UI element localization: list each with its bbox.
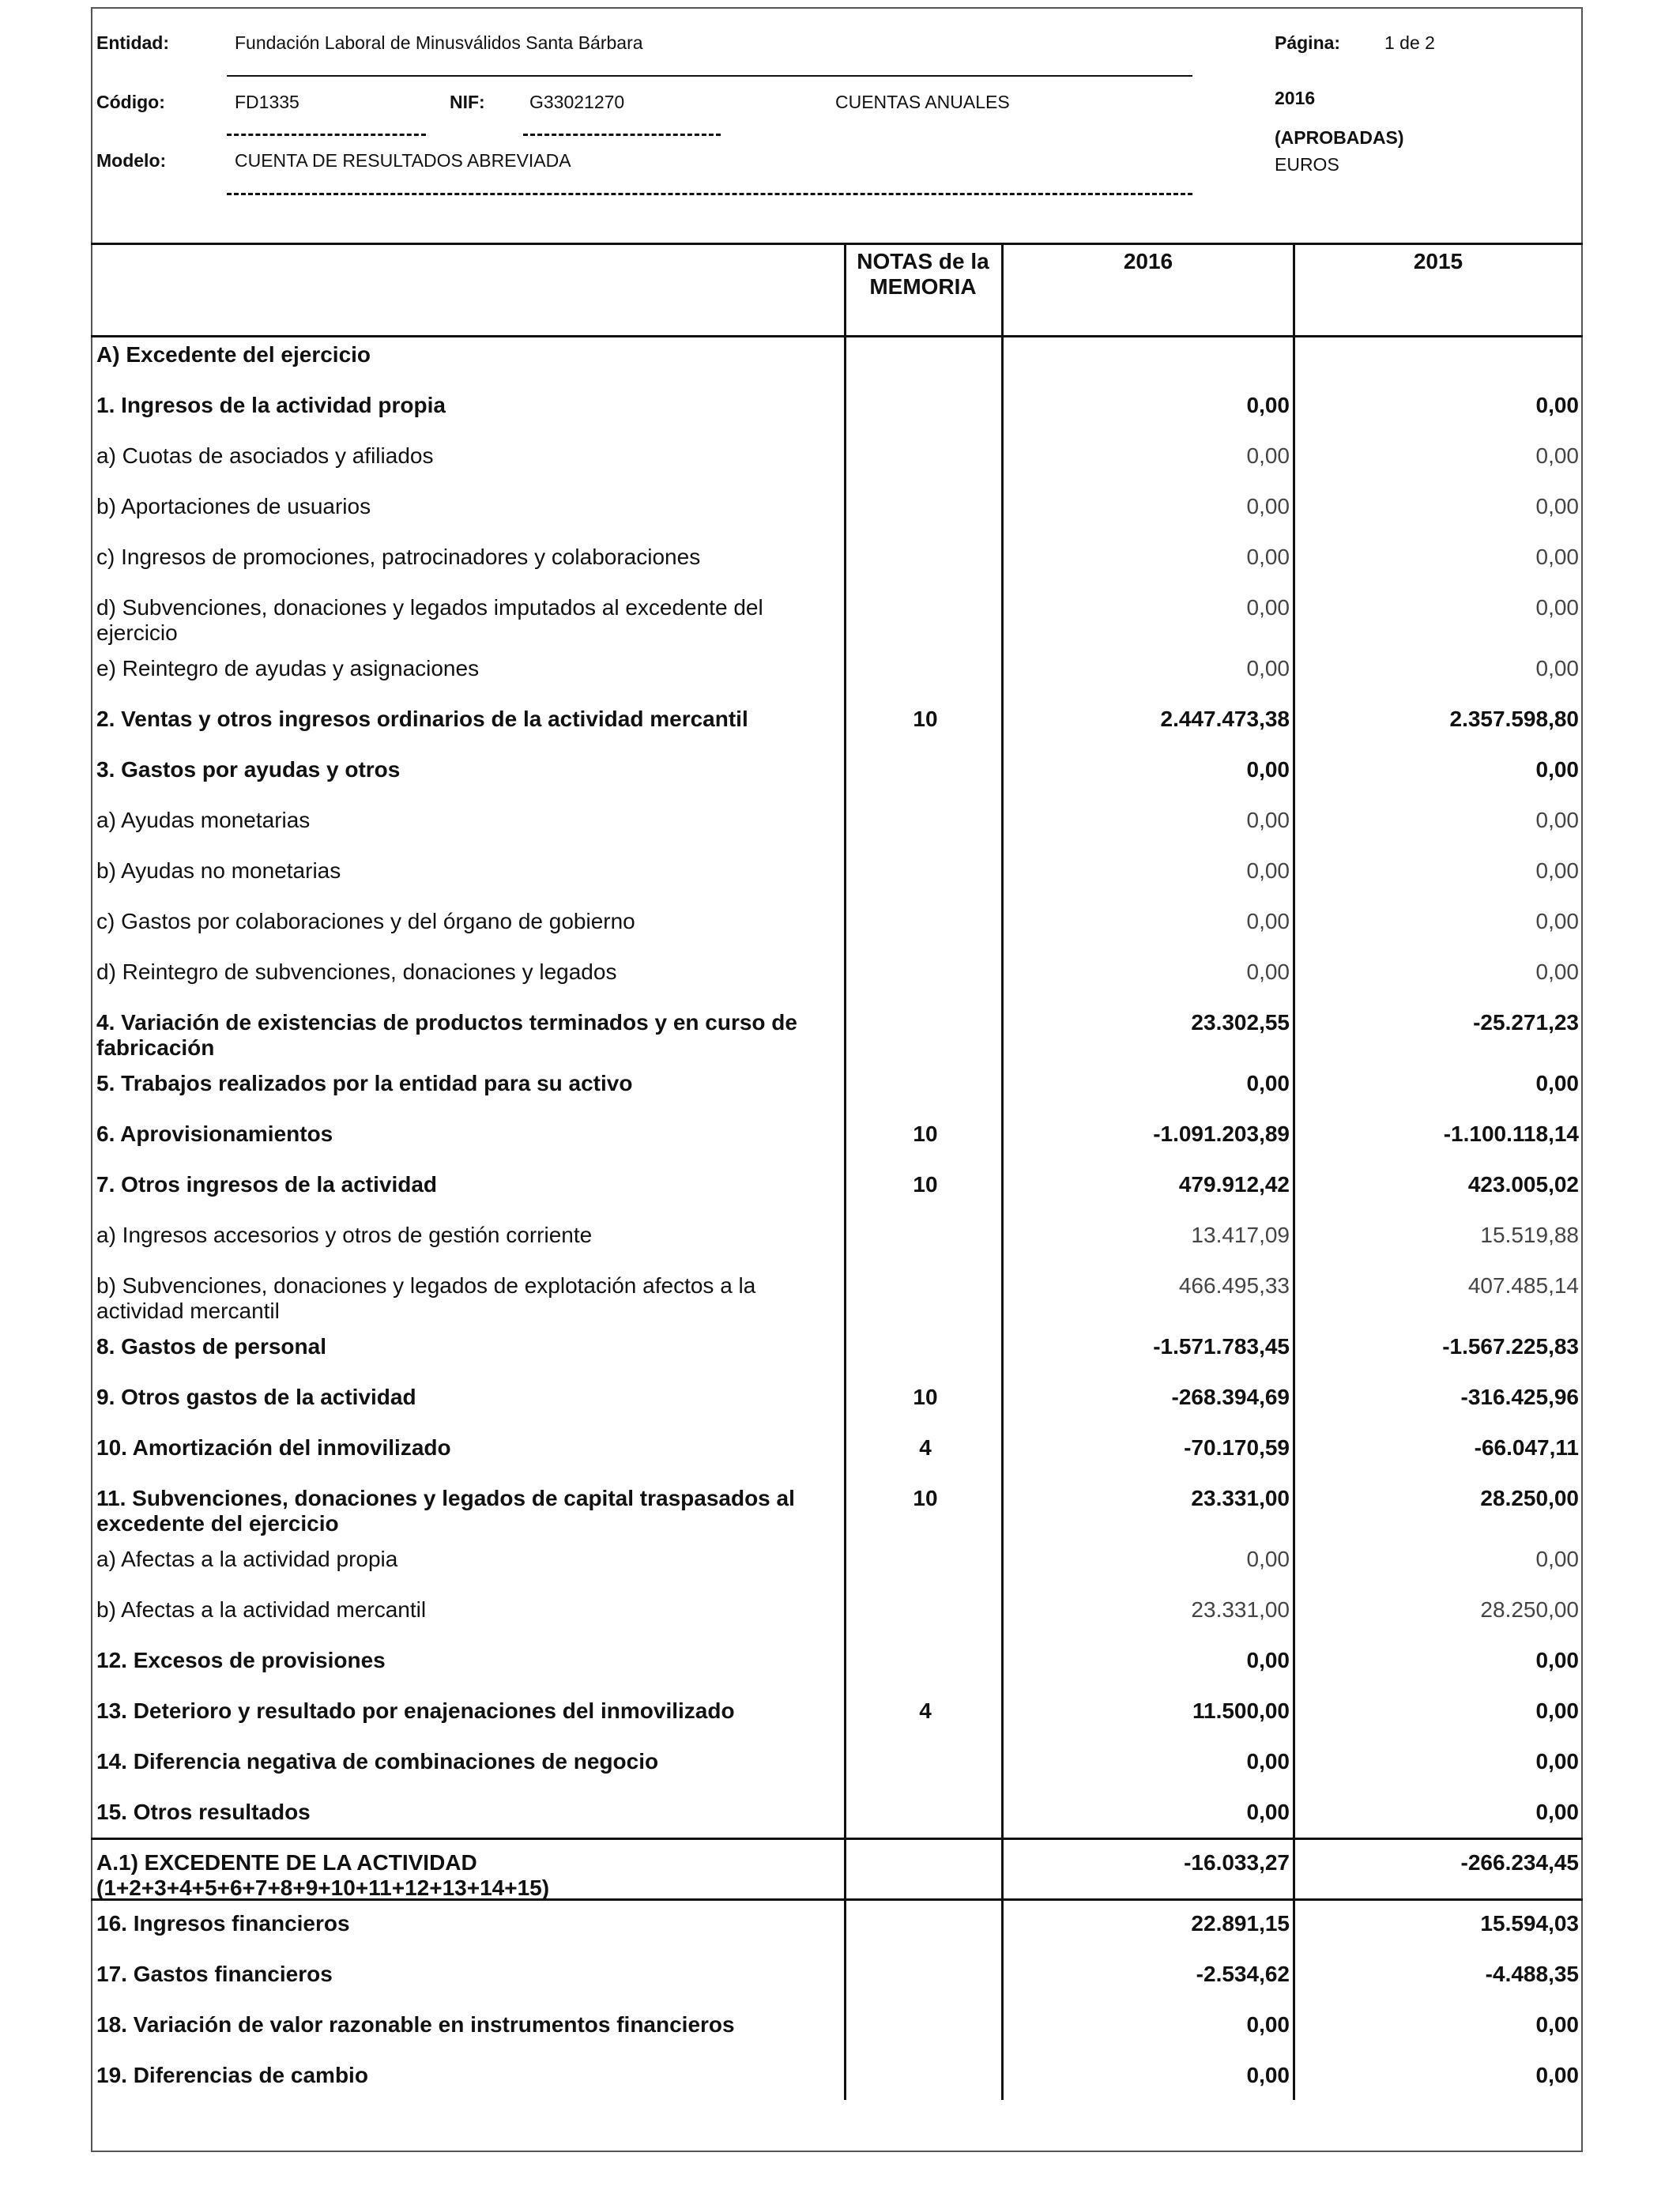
nif-label: NIF: (450, 92, 485, 112)
row-value-2015: 0,00 (1535, 1547, 1579, 1571)
row-value-2015: -1.100.118,14 (1443, 1122, 1579, 1146)
row-value-2015: 0,00 (1535, 494, 1579, 518)
row-value-2016: -16.033,27 (1184, 1850, 1290, 1875)
row-label: b) Ayudas no monetarias (96, 858, 341, 883)
row-value-2015: 0,00 (1535, 1800, 1579, 1824)
row-value-2015: 0,00 (1535, 2012, 1579, 2037)
row-value-2015: 0,00 (1535, 959, 1579, 984)
row-nota: 4 (919, 1698, 932, 1723)
pagina-value: 1 de 2 (1384, 32, 1435, 53)
row-value-2015: 0,00 (1535, 808, 1579, 832)
row-value-2016: -2.534,62 (1196, 1962, 1290, 1986)
row-value-2015: 0,00 (1535, 1648, 1579, 1672)
row-value-2015: -66.047,11 (1474, 1435, 1579, 1460)
row-nota: 10 (913, 1122, 938, 1146)
row-label: a) Ingresos accesorios y otros de gestión corriente (96, 1223, 593, 1247)
row-label: 13. Deterioro y resultado por enajenaciones del inmovilizado (96, 1698, 735, 1723)
row-value-2015: -4.488,35 (1485, 1962, 1579, 1986)
row-label: 17. Gastos financieros (96, 1962, 333, 1986)
row-label: A) Excedente del ejercicio (96, 342, 371, 367)
row-value-2016: 479.912,42 (1178, 1172, 1290, 1197)
row-label: 3. Gastos por ayudas y otros (96, 757, 401, 782)
row-label: 5. Trabajos realizados por la entidad para su activo (96, 1071, 633, 1095)
year: 2016 (1275, 88, 1316, 108)
col-header-2016: 2016 (1123, 249, 1173, 273)
row-value-2015: 0,00 (1535, 858, 1579, 883)
modelo-dashes (227, 193, 1192, 195)
row-label: c) Ingresos de promociones, patrocinadores y colaboraciones (96, 545, 701, 569)
row-value-2015: 0,00 (1535, 393, 1579, 417)
subtotal-top-line (91, 1838, 1583, 1840)
col-divider-2016 (1001, 243, 1004, 2100)
col-divider-notas (844, 243, 846, 2100)
row-value-2015: 15.594,03 (1480, 1911, 1579, 1936)
codigo-dashes (227, 134, 426, 136)
row-value-2015: -316.425,96 (1460, 1385, 1579, 1409)
row-label: 8. Gastos de personal (96, 1334, 326, 1359)
row-value-2016: 0,00 (1246, 1749, 1290, 1774)
row-value-2016: 0,00 (1246, 656, 1290, 680)
entidad-label: Entidad: (96, 32, 169, 53)
row-nota: 10 (913, 707, 938, 731)
row-label: 11. Subvenciones, donaciones y legados de capital traspasados al excedente del ejercicio (96, 1486, 795, 1536)
row-value-2016: 0,00 (1246, 393, 1290, 417)
row-value-2016: -1.091.203,89 (1153, 1122, 1290, 1146)
row-value-2016: 0,00 (1246, 2012, 1290, 2037)
row-nota: 10 (913, 1486, 938, 1510)
row-label: 18. Variación de valor razonable en instrumentos financieros (96, 2012, 735, 2037)
row-value-2016: 0,00 (1246, 959, 1290, 984)
row-label: b) Subvenciones, donaciones y legados de explotación afectos a la actividad mercantil (96, 1273, 756, 1323)
row-value-2016: 0,00 (1246, 808, 1290, 832)
row-value-2015: -25.271,23 (1473, 1010, 1579, 1035)
row-value-2016: 23.331,00 (1191, 1597, 1290, 1622)
row-label: 19. Diferencias de cambio (96, 2063, 368, 2087)
row-value-2015: 28.250,00 (1480, 1597, 1579, 1622)
row-value-2015: -1.567.225,83 (1442, 1334, 1579, 1359)
row-value-2016: 0,00 (1246, 545, 1290, 569)
modelo-label: Modelo: (96, 150, 167, 171)
row-value-2015: 423.005,02 (1467, 1172, 1579, 1197)
row-value-2015: 0,00 (1535, 443, 1579, 468)
row-value-2016: -268.394,69 (1171, 1385, 1290, 1409)
row-label: a) Cuotas de asociados y afiliados (96, 443, 434, 468)
row-value-2016: -1.571.783,45 (1153, 1334, 1290, 1359)
row-value-2016: 466.495,33 (1178, 1273, 1290, 1298)
row-value-2016: 0,00 (1246, 1800, 1290, 1824)
row-value-2016: 23.302,55 (1191, 1010, 1290, 1035)
row-label: 10. Amortización del inmovilizado (96, 1435, 451, 1460)
row-value-2016: 0,00 (1246, 1547, 1290, 1571)
row-label: 6. Aprovisionamientos (96, 1122, 333, 1146)
row-value-2015: 0,00 (1535, 545, 1579, 569)
row-value-2016: 0,00 (1246, 2063, 1290, 2087)
row-value-2016: 13.417,09 (1191, 1223, 1290, 1247)
row-value-2015: 0,00 (1535, 1749, 1579, 1774)
row-value-2016: 0,00 (1246, 858, 1290, 883)
row-label: 2. Ventas y otros ingresos ordinarios de la actividad mercantil (96, 707, 748, 731)
row-value-2016: -70.170,59 (1184, 1435, 1290, 1460)
row-label: 15. Otros resultados (96, 1800, 311, 1824)
codigo-label: Código: (96, 92, 165, 112)
row-value-2015: 0,00 (1535, 656, 1579, 680)
row-label: c) Gastos por colaboraciones y del órgano de gobierno (96, 909, 635, 933)
codigo-value: FD1335 (235, 92, 299, 112)
row-value-2016: 0,00 (1246, 757, 1290, 782)
row-label: 4. Variación de existencias de productos terminados y en curso de fabricación (96, 1010, 797, 1060)
table-top-line (91, 243, 1583, 245)
row-value-2015: 407.485,14 (1467, 1273, 1579, 1298)
row-label: 9. Otros gastos de la actividad (96, 1385, 416, 1409)
row-label: b) Afectas a la actividad mercantil (96, 1597, 427, 1622)
row-value-2015: 0,00 (1535, 757, 1579, 782)
entidad-underline (227, 75, 1192, 77)
row-value-2015: 0,00 (1535, 1698, 1579, 1723)
row-value-2015: 0,00 (1535, 595, 1579, 620)
row-nota: 10 (913, 1172, 938, 1197)
row-value-2016: 0,00 (1246, 494, 1290, 518)
row-label: a) Ayudas monetarias (96, 808, 311, 832)
row-value-2016: 0,00 (1246, 595, 1290, 620)
status: (APROBADAS) (1275, 127, 1404, 148)
currency: EUROS (1275, 154, 1339, 175)
row-value-2016: 0,00 (1246, 909, 1290, 933)
row-value-2016: 2.447.473,38 (1160, 707, 1290, 731)
row-value-2015: 0,00 (1535, 2063, 1579, 2087)
doc-type: CUENTAS ANUALES (835, 92, 1010, 112)
row-value-2016: 22.891,15 (1191, 1911, 1290, 1936)
entidad-value: Fundación Laboral de Minusválidos Santa Bárbara (235, 32, 643, 53)
row-value-2015: 0,00 (1535, 1071, 1579, 1095)
row-nota: 4 (919, 1435, 932, 1460)
row-value-2016: 0,00 (1246, 1071, 1290, 1095)
row-label: 14. Diferencia negativa de combinaciones de negocio (96, 1749, 659, 1774)
col-divider-2015 (1293, 243, 1295, 2100)
row-value-2015: -266.234,45 (1460, 1850, 1579, 1875)
row-label: b) Aportaciones de usuarios (96, 494, 371, 518)
row-value-2016: 11.500,00 (1192, 1698, 1290, 1723)
row-value-2015: 2.357.598,80 (1449, 707, 1579, 731)
table-header-line (91, 335, 1583, 337)
modelo-value: CUENTA DE RESULTADOS ABREVIADA (235, 150, 571, 171)
row-label: e) Reintegro de ayudas y asignaciones (96, 656, 480, 680)
nif-value: G33021270 (529, 92, 625, 112)
row-label: 1. Ingresos de la actividad propia (96, 393, 446, 417)
row-label: 16. Ingresos financieros (96, 1911, 350, 1936)
row-value-2015: 15.519,88 (1480, 1223, 1579, 1247)
row-label: A.1) EXCEDENTE DE LA ACTIVIDAD (1+2+3+4+5+6+7+8+9+10+11+12+13+14+15) (96, 1850, 550, 1900)
pagina-label: Página: (1275, 32, 1341, 53)
row-label: 7. Otros ingresos de la actividad (96, 1172, 438, 1197)
row-value-2016: 0,00 (1246, 1648, 1290, 1672)
row-label: d) Subvenciones, donaciones y legados imputados al excedente del ejercicio (96, 595, 763, 645)
row-value-2015: 0,00 (1535, 909, 1579, 933)
row-nota: 10 (913, 1385, 938, 1409)
col-header-notas: NOTAS de la MEMORIA (857, 249, 989, 299)
row-label: a) Afectas a la actividad propia (96, 1547, 398, 1571)
row-label: d) Reintegro de subvenciones, donaciones y legados (96, 959, 617, 984)
row-value-2015: 28.250,00 (1480, 1486, 1579, 1510)
col-header-2015: 2015 (1413, 249, 1463, 273)
row-label: 12. Excesos de provisiones (96, 1648, 386, 1672)
nif-dashes (523, 134, 721, 136)
row-value-2016: 23.331,00 (1191, 1486, 1290, 1510)
row-value-2016: 0,00 (1246, 443, 1290, 468)
